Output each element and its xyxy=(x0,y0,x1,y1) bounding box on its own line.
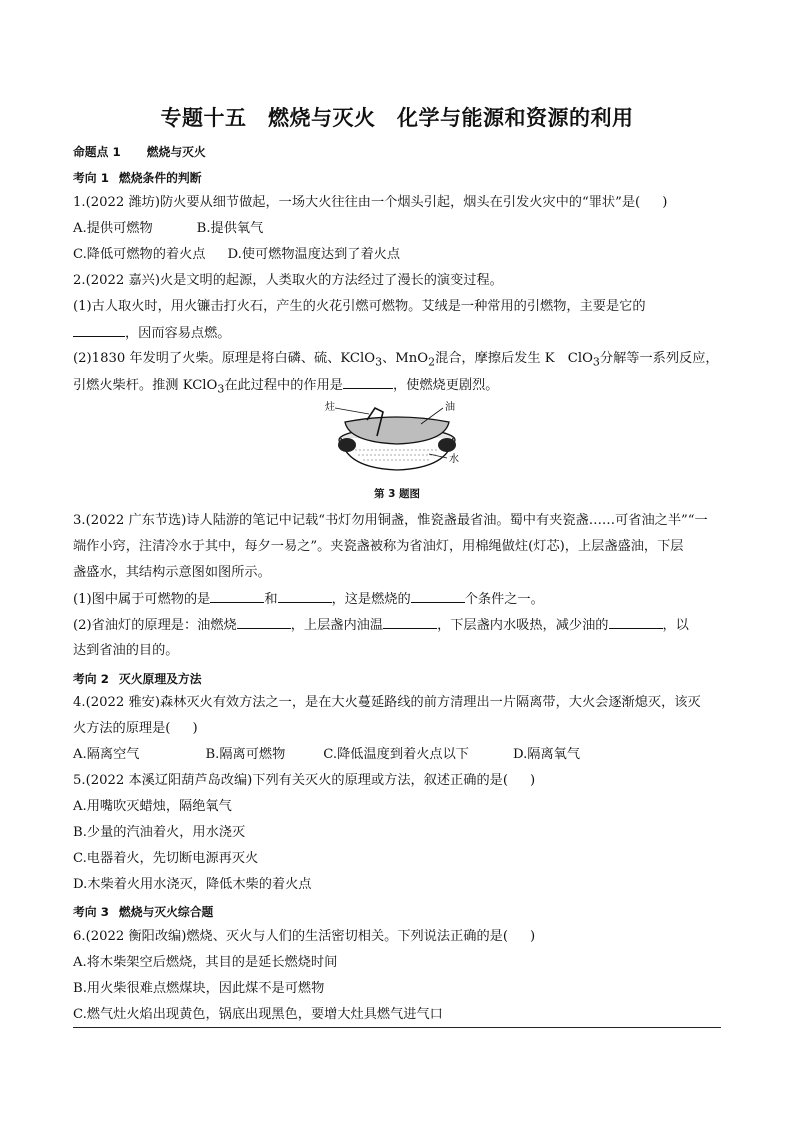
question-2-part-1: (1)古人取火时，用火镰击打火石，产生的火花引燃可燃物。艾绒是一种常用的引燃物，主要是它的 xyxy=(73,299,646,314)
question-4-line-2 xyxy=(73,720,198,738)
question-5-stem xyxy=(73,772,535,790)
answer-blank[interactable] xyxy=(411,590,465,603)
question-text: ，这是燃烧的 xyxy=(331,592,411,607)
label-zhu: 炷 xyxy=(325,402,335,413)
question-3-line-2: 端作小窍，注清冷水于其中，每夕一易之”。夹瓷盏被称为省油灯，用棉绳做炷(灯芯)，上层盏盛油，下层 xyxy=(73,539,684,554)
section-heading xyxy=(73,143,206,161)
option-d: D.使可燃物温度达到了着火点 xyxy=(227,247,401,262)
question-text: 5.(2022 本溪辽阳葫芦岛改编)下列有关灭火的原理或方法，叙述正确的是( xyxy=(73,773,509,788)
paren-close: ) xyxy=(662,195,668,210)
answer-blank[interactable] xyxy=(237,616,291,629)
subscript: 3 xyxy=(592,355,600,369)
paren-close: ) xyxy=(530,929,536,944)
answer-blank[interactable] xyxy=(210,590,264,603)
topic-heading-1 xyxy=(73,169,202,187)
answer-blank[interactable] xyxy=(609,616,663,629)
question-2-part-1-cont xyxy=(73,324,231,343)
topic-heading-3 xyxy=(73,903,213,921)
question-2-stem: 2.(2022 嘉兴)火是文明的起源，人类取火的方法经过了漫长的演变过程。 xyxy=(73,273,503,288)
topic-label: 考向 3 xyxy=(73,905,109,919)
label-you: 油 xyxy=(445,402,455,413)
question-5-option-d: D.木柴着火用水浇灭，降低木柴的着火点 xyxy=(73,877,312,892)
question-3-part-2 xyxy=(73,616,689,635)
option-b: B.隔离可燃物 xyxy=(205,747,286,762)
question-text: 6.(2022 衡阳改编)燃烧、灭火与人们的生活密切相关。下列说法正确的是( xyxy=(73,929,509,944)
question-text: 在此过程中的作用是 xyxy=(224,378,343,393)
question-3-line-1: 3.(2022 广东节选)诗人陆游的笔记中记载“书灯勿用铜盏，惟瓷盏最省油。蜀中有夹瓷盏……可省油之半”“一 xyxy=(73,513,708,528)
question-6-option-b: B.用火柴很难点燃煤块，因此煤不是可燃物 xyxy=(73,981,325,996)
question-text: 混合，摩擦后发生 K ClO xyxy=(435,351,593,366)
topic-name: 灭火原理及方法 xyxy=(118,672,202,686)
question-text: ，下层盏内水吸热，减少油的 xyxy=(437,618,609,633)
handle-right xyxy=(438,438,456,452)
question-3-line-3: 盏盛水，其结构示意图如图所示。 xyxy=(73,565,271,580)
question-text: 、MnO xyxy=(382,351,429,366)
question-4-options xyxy=(73,746,580,764)
question-text: ，以 xyxy=(662,618,689,633)
leader-line xyxy=(335,408,369,414)
question-text: ，因而容易点燃。 xyxy=(125,326,231,341)
question-2-part-2 xyxy=(73,350,719,372)
label-shui: 水 xyxy=(449,454,459,465)
question-5-option-b: B.少量的汽油着火，用水浇灭 xyxy=(73,825,246,840)
answer-blank[interactable] xyxy=(278,590,332,603)
topic-name: 燃烧条件的判断 xyxy=(118,171,202,185)
question-5-option-c: C.电器着火，先切断电源再灭火 xyxy=(73,851,259,866)
answer-blank[interactable] xyxy=(383,616,437,629)
section-label: 命题点 1 xyxy=(73,145,121,159)
bottom-divider xyxy=(73,1027,721,1028)
option-c: C.降低温度到着火点以下 xyxy=(323,747,469,762)
topic-heading-2 xyxy=(73,670,202,688)
question-text: 和 xyxy=(264,592,278,607)
question-4-line-1: 4.(2022 雅安)森林灭火有效方法之一，是在大火蔓延路线的前方清理出一片隔离带，大火会逐渐熄灭，该灭 xyxy=(73,695,701,710)
option-c: C.降低可燃物的着火点 xyxy=(73,247,206,262)
question-text: (2)省油灯的原理是：油燃烧 xyxy=(73,618,237,633)
question-6-option-a: A.将木柴架空后燃烧，其目的是延长燃烧时间 xyxy=(73,955,338,970)
option-b: B.提供氧气 xyxy=(196,221,264,236)
option-a: A.隔离空气 xyxy=(73,747,140,762)
paren-close: ) xyxy=(530,773,536,788)
subscript: 3 xyxy=(375,355,383,369)
question-text: 火方法的原理是( xyxy=(73,721,171,736)
topic-name: 燃烧与灭火综合题 xyxy=(118,905,214,919)
question-6-option-c: C.燃气灶火焰出现黄色，锅底出现黑色，要增大灶具燃气进气口 xyxy=(73,1007,443,1022)
page-title: 专题十五 燃烧与灭火 化学与能源和资源的利用 xyxy=(160,106,634,130)
paren-close: ) xyxy=(192,721,198,736)
option-a: A.提供可燃物 xyxy=(73,221,153,236)
question-1-stem xyxy=(73,194,667,212)
question-text: 引燃火柴杆。推测 KClO xyxy=(73,378,218,393)
question-2-part-2-cont xyxy=(73,376,499,399)
topic-label: 考向 1 xyxy=(73,171,109,185)
question-text: (1)图中属于可燃物的是 xyxy=(73,592,211,607)
question-text: 1.(2022 潍坊)防火要从细节做起，一场大火往往由一个烟头引起，烟头在引发火灾中的“罪状”是( xyxy=(73,195,641,210)
subscript: 3 xyxy=(217,382,225,396)
figure-caption: 第 3 题图 xyxy=(373,488,421,500)
question-text: 个条件之一。 xyxy=(464,592,544,607)
section-name: 燃烧与灭火 xyxy=(146,145,206,159)
question-3-part-1 xyxy=(73,590,544,609)
handle-left xyxy=(338,438,356,452)
oil-lamp-figure xyxy=(325,398,470,473)
answer-blank[interactable] xyxy=(73,324,125,337)
answer-blank[interactable] xyxy=(343,376,393,389)
question-1-options-ab xyxy=(73,220,263,238)
question-text: 分解等一系列反应， xyxy=(599,351,719,366)
subscript: 2 xyxy=(428,355,436,369)
question-6-stem xyxy=(73,928,535,946)
question-3-part-2-cont: 达到省油的目的。 xyxy=(73,643,179,658)
question-5-option-a: A.用嘴吹灭蜡烛，隔绝氧气 xyxy=(73,799,232,814)
question-text: ，上层盏内油温 xyxy=(290,618,384,633)
option-d: D.隔离氧气 xyxy=(512,747,581,762)
question-1-options-cd xyxy=(73,246,400,264)
question-text: ，使燃烧更剧烈。 xyxy=(393,378,499,393)
topic-label: 考向 2 xyxy=(73,672,109,686)
question-text: (2)1830 年发明了火柴。原理是将白磷、硫、KClO xyxy=(73,351,376,366)
